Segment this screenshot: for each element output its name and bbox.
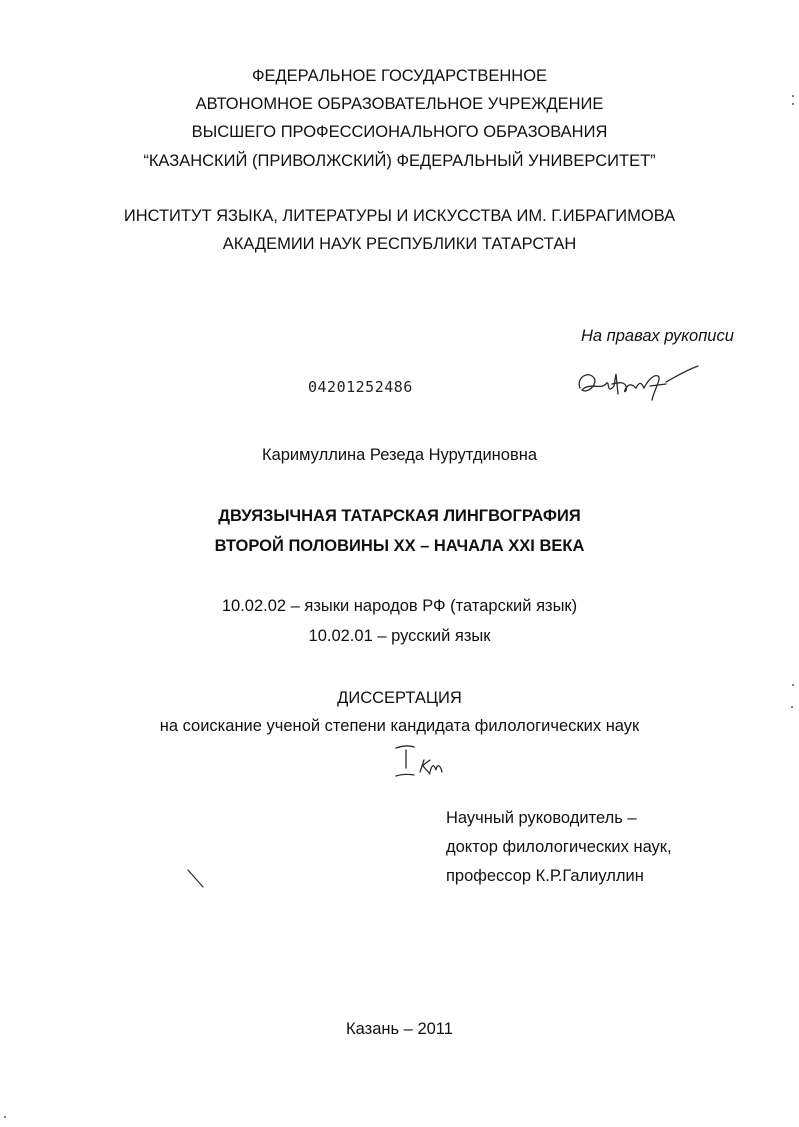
institute-line-2: АКАДЕМИИ НАУК РЕСПУБЛИКИ ТАТАРСТАН <box>222 235 577 253</box>
work-type: ДИССЕРТАЦИЯ <box>337 689 462 707</box>
scan-speck <box>791 706 793 708</box>
signature-mark <box>570 360 710 410</box>
org-line-4: “КАЗАНСКИЙ (ПРИВОЛЖСКИЙ) ФЕДЕРАЛЬНЫЙ УНИВЕРСИТЕТ” <box>143 152 656 170</box>
scan-speck <box>792 95 794 97</box>
scan-speck <box>792 684 794 686</box>
document-number: 04201252486 <box>308 378 413 396</box>
handwritten-annotation <box>392 742 452 786</box>
supervisor-line-3: профессор К.Р.Галиуллин <box>446 867 644 885</box>
specialty-line-2: 10.02.01 – русский язык <box>308 627 491 645</box>
manuscript-note: На правах рукописи <box>581 327 734 345</box>
title-line-2: ВТОРОЙ ПОЛОВИНЫ ХХ – НАЧАЛА XXI ВЕКА <box>214 537 585 555</box>
city-year: Казань – 2011 <box>346 1020 453 1038</box>
degree-line: на соискание ученой степени кандидата филологических наук <box>159 717 640 735</box>
scan-speck <box>4 1116 6 1118</box>
stray-pen-stroke <box>184 866 208 892</box>
scan-speck <box>792 103 794 105</box>
org-line-3: ВЫСШЕГО ПРОФЕССИОНАЛЬНОГО ОБРАЗОВАНИЯ <box>191 123 608 141</box>
supervisor-line-2: доктор филологических наук, <box>446 838 672 856</box>
author-name: Каримуллина Резеда Нурутдиновна <box>261 446 538 464</box>
title-line-1: ДВУЯЗЫЧНАЯ ТАТАРСКАЯ ЛИНГВОГРАФИЯ <box>218 507 581 525</box>
specialty-line-1: 10.02.02 – языки народов РФ (татарский язык) <box>221 597 578 615</box>
institute-line-1: ИНСТИТУТ ЯЗЫКА, ЛИТЕРАТУРЫ И ИСКУССТВА ИМ. Г.ИБРАГИМОВА <box>123 207 676 225</box>
supervisor-line-1: Научный руководитель – <box>446 809 637 827</box>
org-line-1: ФЕДЕРАЛЬНОЕ ГОСУДАРСТВЕННОЕ <box>251 67 548 85</box>
org-line-2: АВТОНОМНОЕ ОБРАЗОВАТЕЛЬНОЕ УЧРЕЖДЕНИЕ <box>195 95 604 113</box>
